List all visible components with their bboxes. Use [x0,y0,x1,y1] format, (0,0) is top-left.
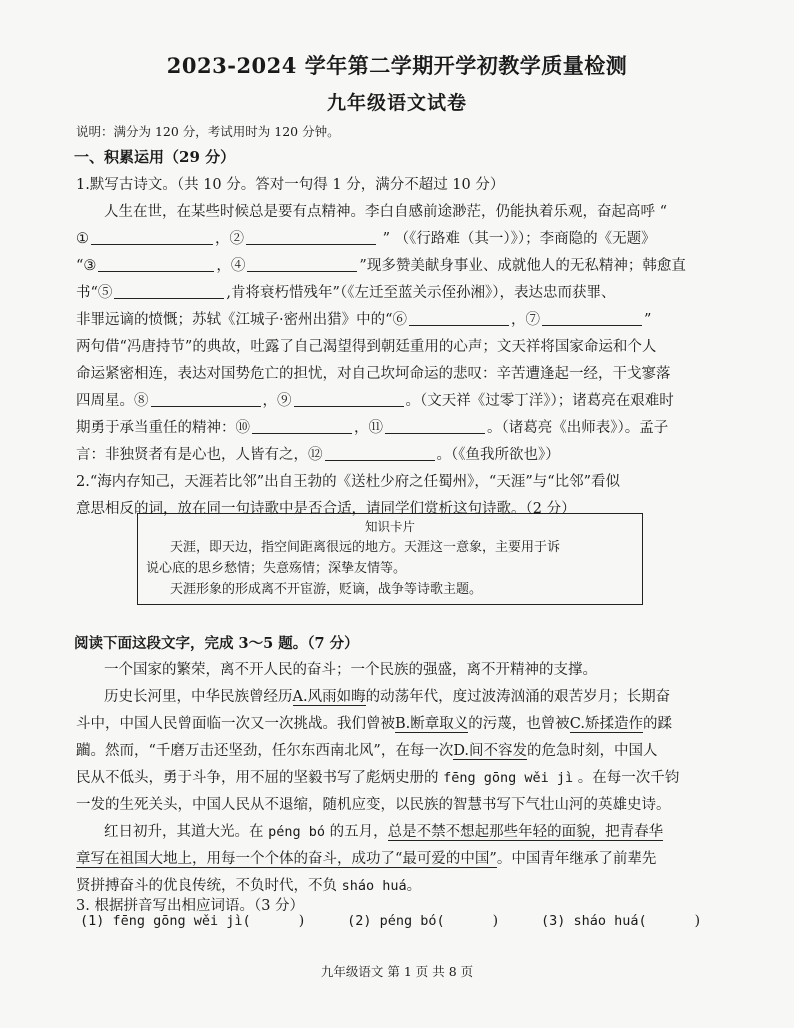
knowledge-card-line-3: 天涯形象的形成离不开宦游，贬谪，战争等诗歌主题。 [170,582,483,597]
q1-line-9-c: 。（诸葛亮《出师表》）。孟子 [487,420,669,436]
underlined-sentence: 总是不禁不想起那些年轻的面貌，把青春华 [387,824,664,840]
section-1-heading: 一、积累运用（29 分） [74,148,236,166]
option-a: A.风雨如晦 [292,689,366,705]
answer-blank-6[interactable] [409,309,509,326]
q1-line-3-b: ，④ [216,258,246,274]
answer-blank-8[interactable] [151,390,261,407]
answer-blank-4[interactable] [247,255,357,272]
q1-line-3 [76,253,716,280]
option-b: B.断章取义 [395,716,469,732]
reading-p2-1-b: 的动荡年代，度过波涛汹涌的艰苦岁月；长期奋 [365,689,671,705]
knowledge-card [137,513,643,605]
q1-line-5-c: ” [644,312,652,328]
reading-p3-3-b: 。 [406,878,422,894]
q1-line-4-b: ,肯将衰朽惜残年”（《左迁至蓝关示侄孙湘》），表达忠而获罪、 [226,285,616,301]
reading-p3-2-b: 。中国青年继承了前辈先 [496,851,657,867]
reading-p2-3-b: 的危急时刻，中国人 [527,743,658,759]
q1-line-7: 命运紧密相连，表达对国势危亡的担忧，对自己坎坷命运的悲叹：辛苦遭逢起一经，干戈寥落 [76,366,671,382]
reading-p2-2-c: 的蹂 [642,716,672,732]
pinyin-pengbo: péng bó [268,824,326,840]
exam-title: 2023-2024 学年第二学期开学初教学质量检测 [166,53,628,78]
q1-line-5-a: 非罪远谪的愤慨；苏轼《江城子·密州出猎》中的“⑥ [76,312,408,328]
pinyin-shaohua: sháo huá [341,878,407,894]
q1-line-2-a: ① [76,231,89,247]
answer-blank-12[interactable] [325,444,435,461]
reading-p2-4-a: 民从不低头，勇于斗争，用不屈的坚毅书写了彪炳史册的 [76,770,444,786]
underlined-sentence-cont: 章写在祖国大地上，用每一个个体的奋斗，成功了“最可爱的中国” [76,851,497,867]
q1-line-9 [76,415,716,442]
q3-item-3: (3) sháo huá( [540,913,647,929]
knowledge-card-line-1: 天涯，即天边，指空间距离很远的地方。天涯这一意象，主要用于诉 [170,540,561,555]
knowledge-card-line-2: 说心底的思乡愁情；失意殇情；深挚友情等。 [146,561,407,576]
reading-p2-3-a: 躏。然而，“千磨万击还坚劲，任尔东西南北风”，在每一次 [76,743,454,759]
q1-line-8-b: ，⑨ [262,393,292,409]
q3-item-1: (1) fēng gōng wěi jì( [80,913,251,929]
reading-p3-1-b: 的五月， [325,824,388,840]
exam-subtitle: 九年级语文试卷 [326,92,467,114]
q1-line-6: 两句借“冯唐持节”的典故，吐露了自己渴望得到朝廷重用的心声；文天祥将国家命运和个人 [76,339,657,355]
q1-line-3-c: ”现多赞美献身事业、成就他人的无私精神；韩愈直 [359,258,686,274]
reading-p2-line-3 [76,738,716,765]
q1-line-2 [76,226,716,253]
page-footer: 九年级语文 第 1 页 共 8 页 [320,964,474,979]
q3-item-1-end: ) [298,913,305,929]
reading-p2-2-a: 斗中，中国人民曾面临一次又一次挑战。我们曾被 [76,716,395,732]
reading-p2-line-2 [76,711,716,738]
answer-blank-10[interactable] [252,417,352,434]
q1-line-3-a: “③ [76,258,97,274]
answer-blank-5[interactable] [114,282,224,299]
answer-blank-1[interactable] [91,228,213,245]
reading-p2-line-1 [104,684,744,711]
q1-line-1: 人生在世，在某些时候总是要有点精神。李白自感前途渺茫，仍能执着乐观，奋起高呼 “ [104,204,668,220]
reading-p3-3-a: 贤拼搏奋斗的优良传统，不负时代，不负 [76,878,342,894]
option-d: D.间不容发 [453,743,528,759]
exam-note: 说明：满分为 120 分，考试用时为 120 分钟。 [76,124,340,139]
q3-item-2: (2) péng bó( [347,913,445,929]
q1-line-10-a: 言：非独贤者有是心也，人皆有之，⑫ [76,447,323,463]
answer-blank-11[interactable] [385,417,485,434]
reading-heading: 阅读下面这段文字，完成 3～5 题。（7 分） [74,635,359,652]
q3-item-2-end: ) [492,913,499,929]
q1-line-2-c: ” （《行路难（其一）》）；李商隐的《无题》 [378,231,656,247]
knowledge-card-title: 知识卡片 [364,519,415,534]
q1-line-9-b: ，⑪ [354,420,383,436]
q3-heading: 3. 根据拼音写出相应词语。（3 分） [76,898,305,914]
answer-blank-3[interactable] [98,255,214,272]
reading-p3-line-2 [76,846,716,873]
q2-line-1: 2.“海内存知己，天涯若比邻”出自王勃的《送杜少府之任蜀州》，“天涯”与“比邻”看似 [76,474,621,490]
q1-heading: 1.默写古诗文。（共 10 分。答对一句得 1 分，满分不超过 10 分） [76,177,505,193]
reading-p3-1-a: 红日初升，其道大光。在 [104,824,269,840]
q1-line-8-c: 。（文天祥《过零丁洋》）；诸葛亮在艰难时 [405,393,674,409]
reading-p1: 一个国家的繁荣，离不开人民的奋斗；一个民族的强盛，离不开精神的支撑。 [104,662,597,678]
reading-p2-line-5: 一发的生死关头，中国人民从不退缩，随机应变，以民族的智慧书写下气壮山河的英雄史诗。 [76,797,671,813]
q3-answers [80,913,700,929]
q1-line-5-b: ，⑦ [511,312,541,328]
q1-line-5 [76,307,716,334]
reading-p2-line-4 [76,765,716,792]
reading-p2-1-a: 历史长河里，中华民族曾经历 [104,689,293,705]
q2-line-2: 意思相反的词，放在同一句诗歌中是否合适，请同学们赏析这句诗歌。（2 分） [76,501,576,517]
q1-line-9-a: 期勇于承当重任的精神：⑩ [76,420,250,436]
reading-p2-4-b: 。在每一次千钧 [573,770,680,786]
q1-line-4 [76,280,716,307]
answer-blank-9[interactable] [294,390,404,407]
q3-item-3-end: ) [694,913,701,929]
q1-line-8-a: 四周星。⑧ [76,393,149,409]
q1-line-10-b: 。（《鱼我所欲也》） [436,447,560,463]
option-c: C.矫揉造作 [569,716,643,732]
pinyin-fenggongweiji: fēng gōng wěi jì [443,770,574,786]
reading-p2-2-b: 的污蔑，也曾被 [468,716,570,732]
answer-blank-7[interactable] [542,309,642,326]
q1-line-10 [76,442,716,469]
q1-line-8 [76,388,716,415]
q1-line-2-b: ，② [215,231,244,247]
answer-blank-2[interactable] [246,228,376,245]
q1-line-4-a: 书“⑤ [76,285,113,301]
reading-p3-line-1 [104,819,744,846]
